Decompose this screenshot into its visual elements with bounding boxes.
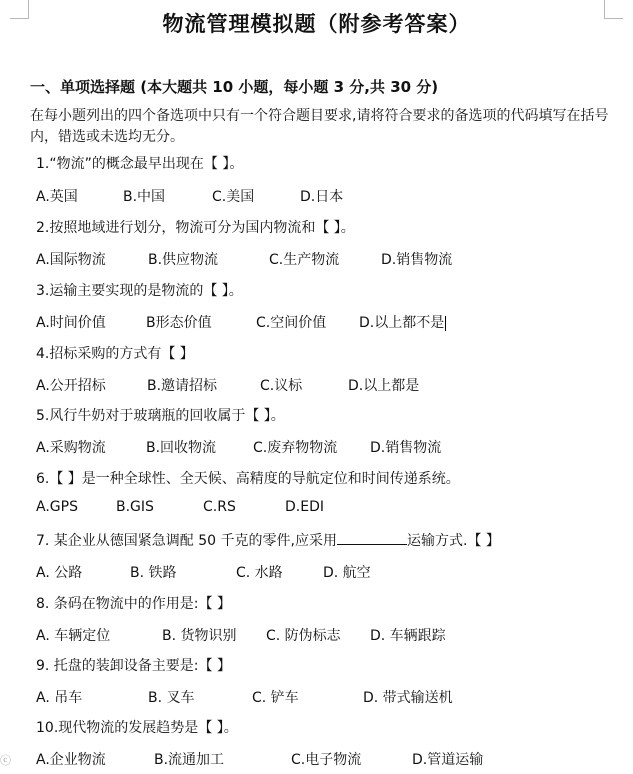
option-c: C.议标: [260, 378, 303, 394]
option-b: B.回收物流: [146, 440, 217, 456]
question-2-options: [36, 249, 452, 269]
option-a: A.国际物流: [36, 252, 106, 268]
question-7-text-start: 7. 某企业从德国紧急调配 50 千克的零件,应采用: [36, 533, 337, 549]
question-9: 9. 托盘的装卸设备主要是:【 】: [36, 658, 231, 674]
option-d: D.以上都是: [348, 378, 420, 394]
question-3-options: [36, 312, 446, 332]
option-d: D.EDI: [285, 499, 324, 515]
option-b: B. 叉车: [148, 690, 195, 706]
option-d: D.销售物流: [370, 440, 442, 456]
question-2: 2.按照地域进行划分，物流可分为国内物流和【 】。: [36, 220, 355, 236]
option-c: C.生产物流: [269, 252, 340, 268]
option-c: C. 水路: [236, 565, 283, 581]
option-a: A.公开招标: [36, 378, 106, 394]
question-4-options: [36, 375, 419, 395]
question-10: 10.现代物流的发展趋势是【 】。: [36, 720, 238, 736]
option-a: A.采购物流: [36, 440, 106, 456]
question-7-options: [36, 562, 371, 582]
question-1: 1.“物流”的概念最早出现在【 】。: [36, 156, 244, 172]
option-a: A. 车辆定位: [36, 628, 111, 644]
option-b: B. 铁路: [130, 565, 177, 581]
question-6-options: [36, 499, 324, 515]
option-d: D. 带式输送机: [363, 690, 453, 706]
option-d: D.以上都不是: [359, 315, 445, 331]
question-3: 3.运输主要实现的是物流的【 】。: [36, 283, 243, 299]
option-c: C.废弃物物流: [253, 440, 338, 456]
option-d: D.销售物流: [381, 252, 453, 268]
option-c: C.RS: [203, 499, 236, 515]
option-c: C.空间价值: [256, 315, 327, 331]
question-7-text-end: 运输方式.【 】: [406, 533, 500, 549]
question-9-options: [36, 687, 453, 707]
question-1-options: [36, 186, 343, 206]
option-a: A.时间价值: [36, 315, 106, 331]
section-heading: 一、单项选择题 (本大题共 10 小题，每小题 3 分,共 30 分): [30, 78, 439, 96]
section-instructions: 在每小题列出的四个备选项中只有一个符合题目要求,请将符合要求的备选项的代码填写在括号内，错选或未选均无分。: [30, 108, 609, 145]
document-title: 物流管理模拟题（附参考答案）: [162, 11, 471, 36]
option-a: A. 公路: [36, 565, 83, 581]
question-4: 4.招标采购的方式有【 】: [36, 346, 194, 362]
option-d: D.日本: [300, 189, 344, 205]
question-8: 8. 条码在物流中的作用是:【 】: [36, 596, 231, 612]
question-8-options: [36, 625, 446, 645]
option-c: C. 铲车: [252, 690, 299, 706]
option-b: B.流通加工: [154, 752, 225, 768]
option-d: D.管道运输: [412, 752, 484, 768]
question-7: [36, 530, 500, 550]
text-cursor: [445, 316, 446, 331]
option-b: B.邀请招标: [147, 378, 218, 394]
option-c: C. 防伪标志: [266, 628, 341, 644]
question-5-options: [36, 437, 441, 457]
option-c: C.美国: [212, 189, 255, 205]
watermark: ⓒ: [0, 754, 11, 767]
option-b: B.GIS: [116, 499, 154, 515]
option-a: A.GPS: [36, 499, 78, 515]
option-b: B. 货物识别: [162, 628, 237, 644]
question-10-options: [36, 749, 483, 769]
option-c: C.电子物流: [291, 752, 362, 768]
option-a: A.企业物流: [36, 752, 106, 768]
option-b: B.供应物流: [148, 252, 219, 268]
option-a: A. 吊车: [36, 690, 83, 706]
question-5: 5.风行牛奶对于玻璃瓶的回收属于【 】。: [36, 408, 285, 424]
answer-blank: [337, 532, 407, 545]
question-6: 6.【 】是一种全球性、全天候、高精度的导航定位和时间传递系统。: [36, 471, 460, 487]
option-d: D. 航空: [323, 565, 371, 581]
option-b: B形态价值: [146, 315, 212, 331]
option-a: A.英国: [36, 189, 78, 205]
option-d: D. 车辆跟踪: [370, 628, 446, 644]
option-b: B.中国: [123, 189, 166, 205]
